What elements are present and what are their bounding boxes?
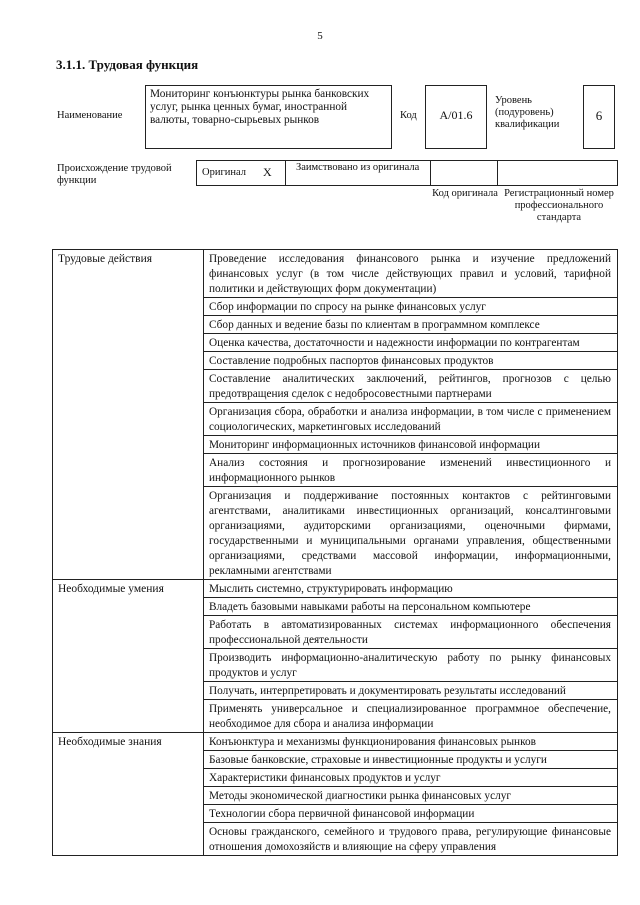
name-label: Наименование (57, 110, 123, 121)
list-item: Технологии сбора первичной финансовой информации (204, 805, 617, 823)
list-item: Оценка качества, достаточности и надежности информации по контрагентам (204, 334, 617, 352)
borrowed-label: Заимствовано из оригинала (296, 162, 420, 173)
name-value-box (145, 85, 392, 149)
original-cell (196, 160, 286, 186)
section-title: Необходимые умения (53, 580, 204, 733)
section-row-knowledge (53, 733, 618, 856)
list-item: Проведение исследования финансового рынка и изучение предложений финансовых услуг (в том числе действующих правил и условий, тарифной политики и действующих форм документации) (204, 250, 617, 298)
list-item: Сбор информации по спросу на рынке финансовых услуг (204, 298, 617, 316)
original-mark: X (263, 165, 272, 179)
code-label: Код (400, 110, 417, 121)
list-item: Получать, интерпретировать и документировать результаты исследований (204, 682, 617, 700)
section-items (204, 733, 618, 856)
section-title: 3.1.1. Трудовая функция (56, 57, 199, 72)
list-item: Составление подробных паспортов финансовых продуктов (204, 352, 617, 370)
list-item: Сбор данных и ведение базы по клиентам в программном комплексе (204, 316, 617, 334)
function-table (52, 249, 618, 856)
reg-number-label: Регистрационный номер профессионального стандарта (504, 188, 614, 223)
list-item: Владеть базовыми навыками работы на персональном компьютере (204, 598, 617, 616)
list-item: Анализ состояния и прогнозирование изменений инвестиционного и информационного рынков (204, 454, 617, 487)
list-item: Работать в автоматизированных системах информационного обеспечения профессиональной деятельности (204, 616, 617, 649)
section-title: Трудовые действия (53, 250, 204, 580)
section-items (204, 580, 618, 733)
borrowed-cell (285, 160, 431, 186)
origin-label: Происхождение трудовой функции (57, 163, 172, 186)
code-orig-label: Код оригинала (432, 188, 498, 199)
level-label: Уровень (подуровень) квалификации (495, 95, 560, 130)
code-value: A/01.6 (439, 108, 473, 122)
section-items (204, 250, 618, 580)
level-value: 6 (595, 108, 603, 123)
section-title: Необходимые знания (53, 733, 204, 856)
list-item: Основы гражданского, семейного и трудового права, регулирующие финансовые отношения домохозяйств и влияющие на сферу управления (209, 826, 611, 853)
page-number: 5 (317, 30, 323, 42)
list-item: Мыслить системно, структурировать информацию (204, 580, 617, 598)
list-item: Составление аналитических заключений, рейтингов, прогнозов с целью предотвращения сделок с недобросовестными партнерами (204, 370, 617, 403)
reg-number-cell (497, 160, 618, 186)
list-item: Производить информационно-аналитическую работу по рынку финансовых продуктов и услуг (204, 649, 617, 682)
name-value: Мониторинг конъюнктуры рынка банковских услуг, рынка ценных бумаг, иностранной валюты, товарно-сырьевых рынков (150, 88, 370, 126)
code-orig-cell (430, 160, 498, 186)
code-box (425, 85, 487, 149)
section-row-skills (53, 580, 618, 733)
original-label: Оригинал (202, 167, 246, 178)
list-item: Базовые банковские, страховые и инвестиционные продукты и услуги (204, 751, 617, 769)
list-item: Мониторинг информационных источников финансовой информации (204, 436, 617, 454)
list-item: Организация и поддерживание постоянных контактов с рейтинговыми агентствами, аналитиками инвестиционных организаций, консалтинговыми организациями, аудиторскими организациями, оценочными фирмами, государственными и муниципальными органами управления, общественными организациями, средствами массовой информации, информационными, рекламными агентствами (209, 490, 611, 577)
list-item: Методы экономической диагностики рынка финансовых услуг (204, 787, 617, 805)
section-row-labor-actions (53, 250, 618, 580)
level-box (583, 85, 615, 149)
list-item: Применять универсальное и специализированное программное обеспечение, необходимое для сбора и анализа информации (209, 703, 611, 730)
list-item: Организация сбора, обработки и анализа информации, в том числе с применением социологических, маркетинговых исследований (204, 403, 617, 436)
list-item: Характеристики финансовых продуктов и услуг (204, 769, 617, 787)
list-item: Конъюнктура и механизмы функционирования финансовых рынков (204, 733, 617, 751)
